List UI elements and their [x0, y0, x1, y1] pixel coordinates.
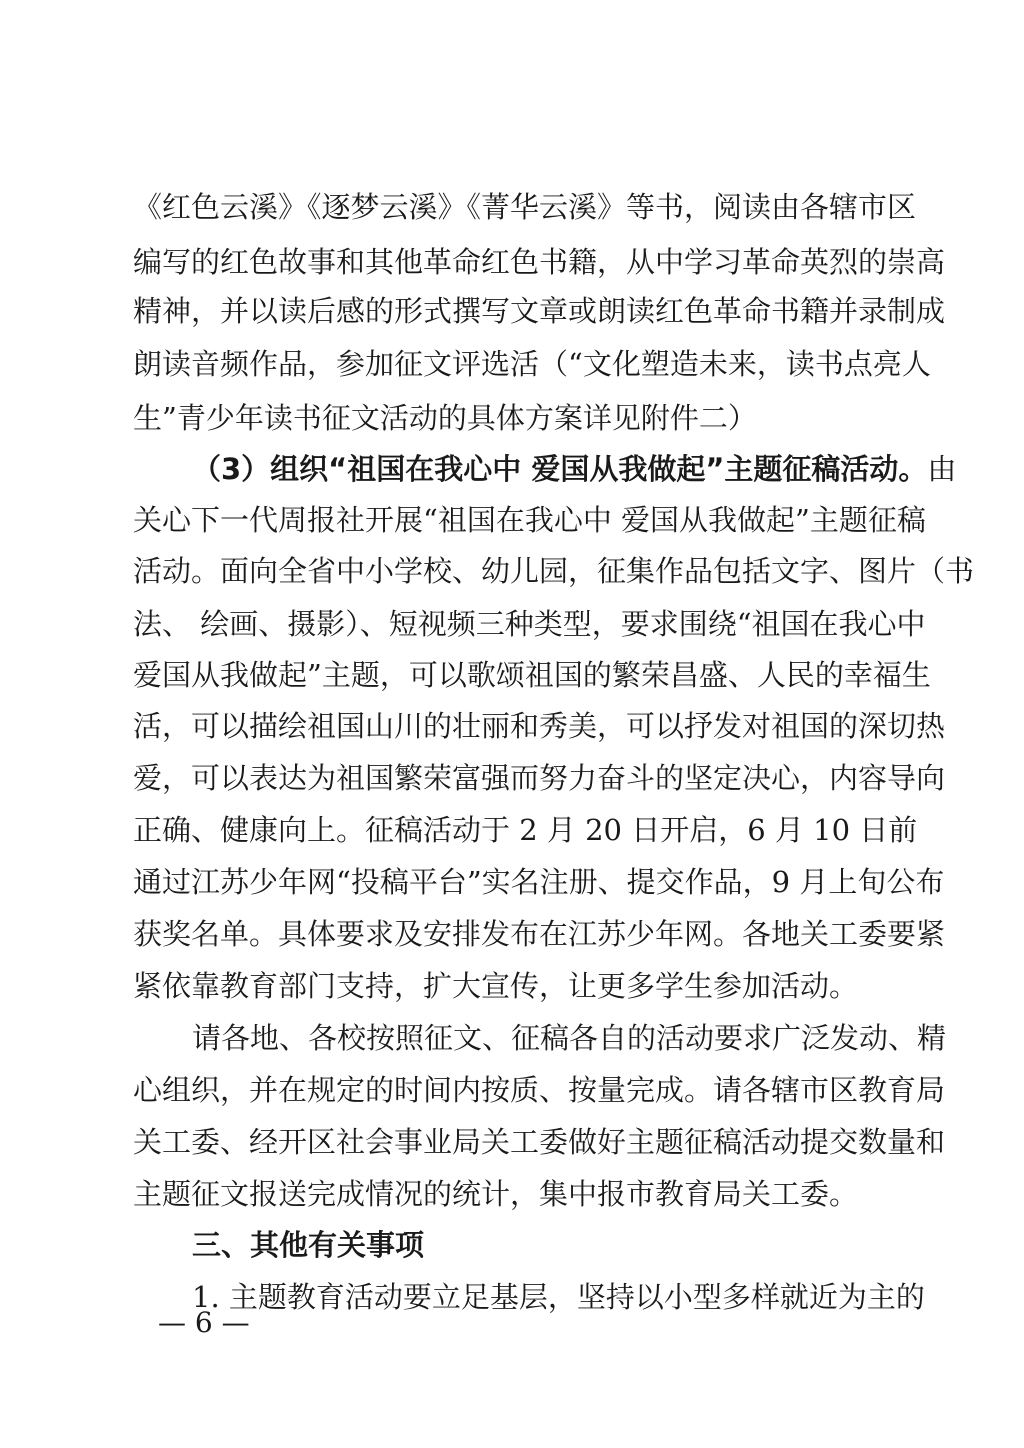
item-3-title: （3）组织“祖国在我心中 爱国从我做起”主题征稿活动。 [192, 452, 928, 486]
paragraph-line: 1. 主题教育活动要立足基层，坚持以小型多样就近为主的 [192, 1280, 925, 1314]
paragraph-line: 请各地、各校按照征文、征稿各自的活动要求广泛发动、精 [192, 1021, 947, 1055]
paragraph-line: 活，可以描绘祖国山川的壮丽和秀美，可以抒发对祖国的深切热 [133, 709, 946, 743]
paragraph-line: 正确、健康向上。征稿活动于 2 月 20 日开启，6 月 10 日前 [133, 813, 918, 847]
paragraph-line: 关心下一代周报社开展“祖国在我心中 爱国从我做起”主题征稿 [133, 503, 926, 537]
paragraph-line: 主题征文报送完成情况的统计，集中报市教育局关工委。 [133, 1177, 859, 1211]
paragraph-line: 心组织，并在规定的时间内按质、按量完成。请各辖市区教育局 [133, 1073, 946, 1107]
paragraph-line: 精神，并以读后感的形式撰写文章或朗读红色革命书籍并录制成 [133, 294, 946, 328]
paragraph-line: 关工委、经开区社会事业局关工委做好主题征稿活动提交数量和 [133, 1125, 946, 1159]
paragraph-line: 编写的红色故事和其他革命红色书籍，从中学习革命英烈的崇高 [133, 245, 946, 279]
paragraph-line: 爱，可以表达为祖国繁荣富强而努力奋斗的坚定决心，内容导向 [133, 761, 946, 795]
paragraph-line: 朗读音频作品，参加征文评选活（“文化塑造未来，读书点亮人 [133, 347, 931, 381]
section-heading: 三、其他有关事项 [192, 1228, 425, 1262]
paragraph-line: 爱国从我做起”主题，可以歌颂祖国的繁荣昌盛、人民的幸福生 [133, 658, 931, 692]
paragraph-line: 生”青少年读书征文活动的具体方案详见附件二） [133, 401, 757, 435]
item-3-first-line [192, 449, 957, 489]
paragraph-line: 紧依靠教育部门支持，扩大宣传，让更多学生参加活动。 [133, 969, 859, 1003]
paragraph-line: 《红色云溪》《逐梦云溪》《菁华云溪》等书，阅读由各辖市区 [133, 190, 917, 224]
paragraph-line: 法、 绘画、摄影）、短视频三种类型，要求围绕“祖国在我心中 [133, 607, 926, 641]
paragraph-line: 活动。面向全省中小学校、幼儿园，征集作品包括文字、图片（书 [133, 554, 975, 588]
item-3-first-tail: 由 [927, 452, 957, 486]
paragraph-line: 通过江苏少年网“投稿平台”实名注册、提交作品，9 月上旬公布 [133, 865, 945, 899]
paragraph-line: 获奖名单。具体要求及安排发布在江苏少年网。各地关工委要紧 [133, 917, 946, 951]
page-number: — 6 — [158, 1306, 250, 1339]
